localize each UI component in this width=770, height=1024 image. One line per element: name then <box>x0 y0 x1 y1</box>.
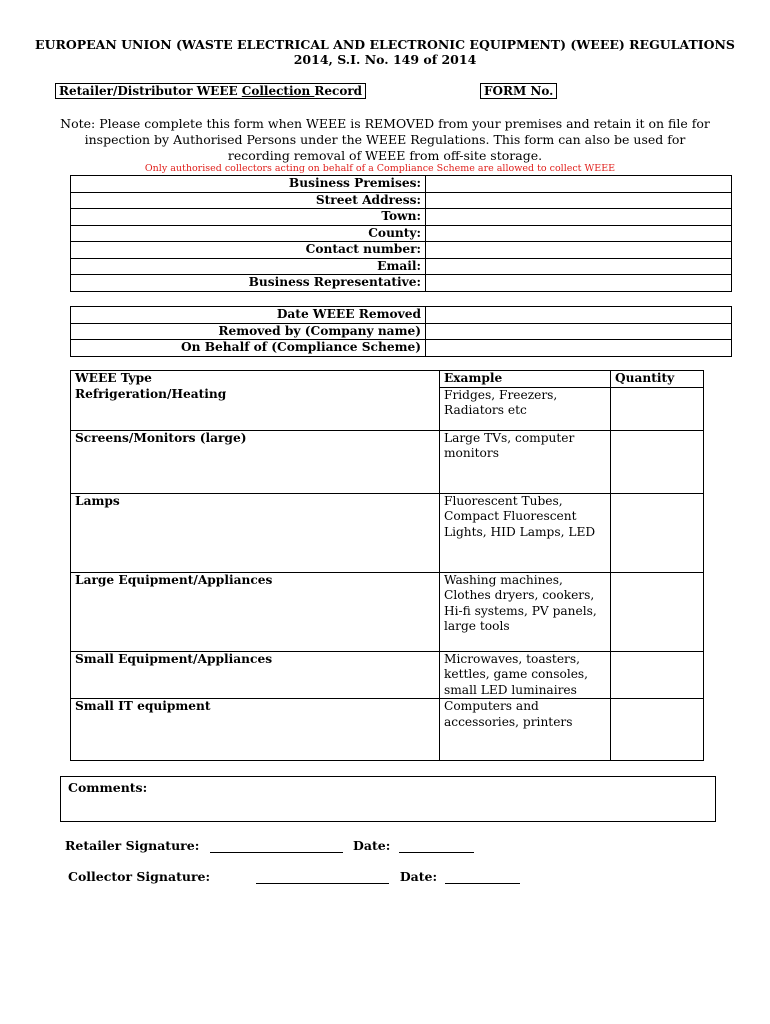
weee-example-line: Microwaves, toasters, <box>444 651 580 666</box>
removal-detail-row <box>71 323 732 340</box>
weee-example-line: Radiators etc <box>444 403 527 417</box>
weee-example-line: large tools <box>444 619 510 633</box>
removal-detail-label: Date WEEE Removed <box>71 307 426 324</box>
weee-example-line: kettles, game consoles, <box>444 667 589 681</box>
business-detail-row <box>71 242 732 259</box>
record-title-part: Retailer/Distributor WEEE <box>59 84 242 98</box>
removal-detail-row <box>71 340 732 357</box>
note-line1: Note: Please complete this form when WEEE is REMOVED from your premises and retain it on file for <box>60 116 710 131</box>
retailer-date-line[interactable] <box>399 839 474 853</box>
weee-example-line: accessories, printers <box>444 714 573 729</box>
business-detail-row <box>71 225 732 242</box>
removal-detail-value[interactable] <box>426 307 732 324</box>
removal-detail-value[interactable] <box>426 323 732 340</box>
collector-signature-label: Collector Signature: <box>68 869 211 884</box>
business-detail-label: County: <box>71 225 426 242</box>
business-detail-row <box>71 258 732 275</box>
weee-quantity-cell[interactable] <box>611 430 704 493</box>
weee-type-cell: Lamps <box>71 493 440 572</box>
weee-example-line: Lights, HID Lamps, LED <box>444 524 596 539</box>
weee-example-cell <box>440 572 611 651</box>
weee-row <box>71 387 704 430</box>
collector-signature-row <box>68 869 520 884</box>
weee-example-cell <box>440 387 611 430</box>
weee-example-cell <box>440 430 611 493</box>
weee-example-line: Hi-fi systems, PV panels, <box>444 603 597 618</box>
removal-details-table <box>70 306 732 357</box>
business-detail-row <box>71 275 732 292</box>
weee-type-cell: Small IT equipment <box>71 699 440 761</box>
business-detail-value[interactable] <box>426 258 732 275</box>
business-detail-row <box>71 209 732 226</box>
business-detail-row <box>71 176 732 193</box>
weee-type-cell: Large Equipment/Appliances <box>71 572 440 651</box>
retailer-signature-row <box>65 838 474 853</box>
weee-row <box>71 493 704 572</box>
weee-example-cell <box>440 651 611 699</box>
weee-example-line: Clothes dryers, cookers, <box>444 588 595 602</box>
business-detail-value[interactable] <box>426 192 732 209</box>
weee-quantity-cell[interactable] <box>611 493 704 572</box>
business-detail-value[interactable] <box>426 209 732 226</box>
weee-type-cell: Refrigeration/Heating <box>71 387 440 430</box>
authorised-collector-warning: Only authorised collectors acting on behalf of a Compliance Scheme are allowed to collect WEEE <box>144 163 616 174</box>
record-title-part: Record <box>314 84 363 98</box>
collector-date-label: Date: <box>399 869 438 884</box>
weee-example-line: Large TVs, computer <box>444 430 575 445</box>
business-detail-label: Email: <box>71 258 426 275</box>
business-detail-label: Contact number: <box>71 242 426 259</box>
weee-example-line: monitors <box>444 446 499 460</box>
weee-quantity-cell[interactable] <box>611 387 704 430</box>
business-detail-value[interactable] <box>426 242 732 259</box>
document-title-line1: EUROPEAN UNION (WASTE ELECTRICAL AND ELECTRONIC EQUIPMENT) (WEEE) REGULATIONS <box>35 37 735 52</box>
header-quantity: Quantity <box>611 371 704 388</box>
business-detail-row <box>71 192 732 209</box>
removal-detail-label: Removed by (Company name) <box>71 323 426 340</box>
document-title-line2: 2014, S.I. No. 149 of 2014 <box>293 52 477 67</box>
business-detail-label: Town: <box>71 209 426 226</box>
header-example: Example <box>440 371 611 388</box>
business-detail-value[interactable] <box>426 225 732 242</box>
weee-row <box>71 430 704 493</box>
weee-quantity-cell[interactable] <box>611 699 704 761</box>
weee-example-line: Fridges, Freezers, <box>444 387 558 402</box>
note-line3: recording removal of WEEE from off-site storage. <box>227 148 543 163</box>
weee-type-table <box>70 370 704 761</box>
removal-detail-label: On Behalf of (Compliance Scheme) <box>71 340 426 357</box>
weee-row <box>71 699 704 761</box>
retailer-signature-line[interactable] <box>210 839 343 853</box>
weee-example-line: Compact Fluorescent <box>444 509 577 523</box>
weee-table-header <box>71 371 704 388</box>
comments-label: Comments: <box>68 780 148 795</box>
weee-example-line: Computers and <box>444 699 539 713</box>
form-number-label: FORM No. <box>480 83 557 99</box>
record-title <box>55 83 366 99</box>
weee-type-cell: Screens/Monitors (large) <box>71 430 440 493</box>
weee-example-cell <box>440 699 611 761</box>
note-line2: inspection by Authorised Persons under the WEEE Regulations. This form can also be used for <box>84 132 686 147</box>
comments-box[interactable] <box>60 776 716 822</box>
collector-signature-line[interactable] <box>256 870 389 884</box>
business-detail-label: Business Premises: <box>71 176 426 193</box>
weee-example-cell <box>440 493 611 572</box>
business-detail-value[interactable] <box>426 176 732 193</box>
business-detail-value[interactable] <box>426 275 732 292</box>
record-title-underlined: Collection <box>241 84 315 98</box>
weee-quantity-cell[interactable] <box>611 651 704 699</box>
weee-example-line: small LED luminaires <box>444 682 577 697</box>
business-details-table <box>70 175 732 292</box>
header-weee-type: WEEE Type <box>71 371 440 388</box>
weee-example-line: Fluorescent Tubes, <box>444 493 563 508</box>
retailer-signature-label: Retailer Signature: <box>65 838 200 853</box>
weee-example-line: Washing machines, <box>444 572 563 587</box>
weee-type-cell: Small Equipment/Appliances <box>71 651 440 699</box>
collector-date-line[interactable] <box>445 870 520 884</box>
removal-detail-row <box>71 307 732 324</box>
business-detail-label: Street Address: <box>71 192 426 209</box>
weee-row <box>71 572 704 651</box>
retailer-date-label: Date: <box>353 838 391 853</box>
weee-row <box>71 651 704 699</box>
business-detail-label: Business Representative: <box>71 275 426 292</box>
removal-detail-value[interactable] <box>426 340 732 357</box>
weee-quantity-cell[interactable] <box>611 572 704 651</box>
